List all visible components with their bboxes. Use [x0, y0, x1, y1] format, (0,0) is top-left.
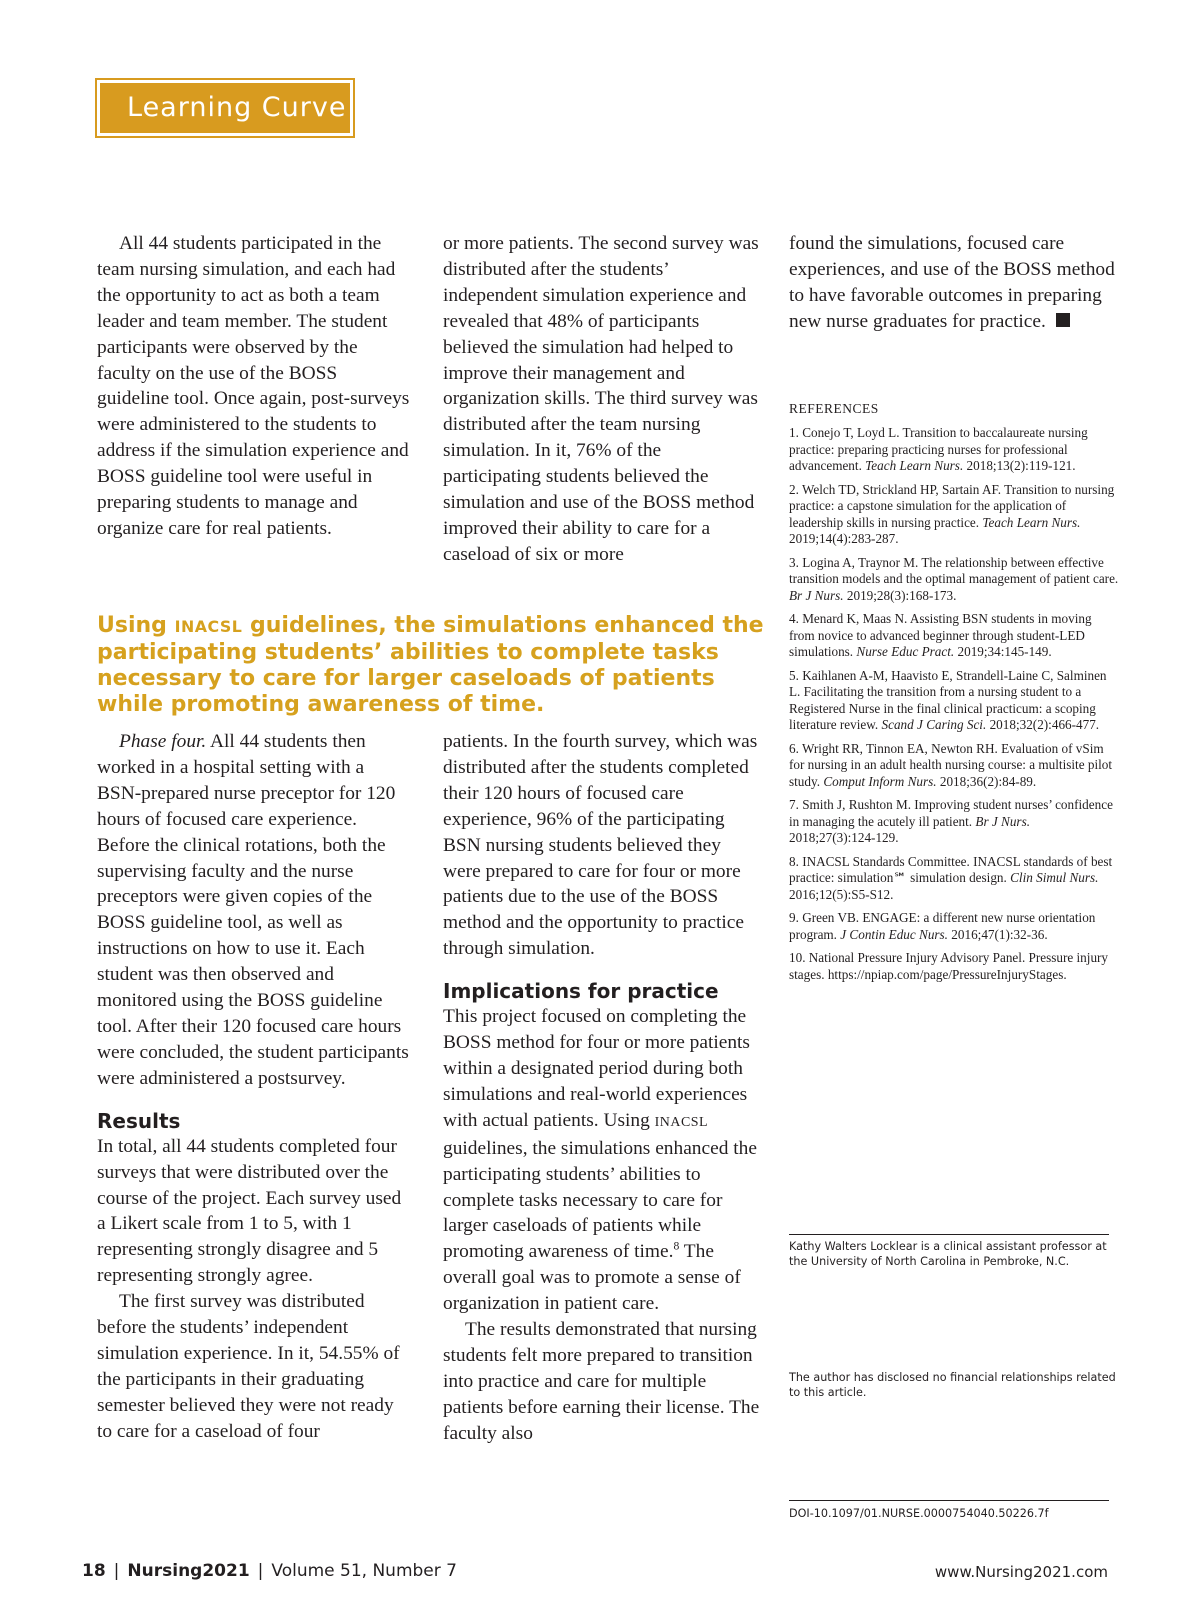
- column-2-bottom: [443, 729, 763, 1447]
- paragraph: The results demonstrated that nursing students felt more prepared to transition into practice and care for multiple patients before earning their license. The faculty also: [443, 1319, 760, 1444]
- phase-four-paragraph: Phase four. All 44 students then worked in a hospital setting with a BSN-prepared nurse preceptor for 120 hours of focused care experience. Before the clinical rotations, both the supervising faculty and the nurse preceptors were given copies of the BOSS guideline tool, as well as instructions on how to use it. Each student was then observed and monitored using the BOSS guideline tool. After their 120 focused care hours were concluded, the student participants were administered a postsurvey.: [97, 731, 409, 1089]
- reference-item: 6. Wright RR, Tinnon EA, Newton RH. Evaluation of vSim for nursing in an adult health nursing course: a multisite pilot study. Comput Inform Nurs. 2018;36(2):84-89.: [789, 740, 1113, 789]
- results-heading: Results: [97, 1108, 181, 1133]
- page-number: 18: [82, 1561, 106, 1581]
- reference-item: 8. INACSL Standards Committee. INACSL standards of best practice: simulation℠ simulation design. Clin Simul Nurs. 2016;12(5):S5-S12.: [789, 853, 1113, 902]
- reference-item: 10. National Pressure Injury Advisory Panel. Pressure injury stages. https://npiap.com/page/PressureInjuryStages.: [789, 950, 1109, 982]
- reference-item: 3. Logina A, Traynor M. The relationship between effective transition models and the optimal management of patient care. Br J Nurs. 2019;28(3):168-173.: [789, 554, 1119, 603]
- closing-text: found the simulations, focused care experiences, and use of the BOSS method to have favorable outcomes in preparing new nurse graduates for practice.: [789, 233, 1115, 332]
- journal-url: www.Nursing2021.com: [934, 1563, 1108, 1581]
- paragraph: All 44 students participated in the team nursing simulation, and each had the opportunity to act as both a team leader and team member. The student participants were observed by the faculty on the use of the BOSS guideline tool. Once again, post-surveys were administered to the students to address if the simulation experience and BOSS guideline tool were useful in preparing students to manage and organize care for real patients.: [97, 233, 410, 539]
- references-title: REFERENCES: [789, 401, 879, 416]
- paragraph: The first survey was distributed before the students’ independent simulation experience. In it, 54.55% of the participants in their graduating semester believed they were not ready to care for a caseload of four: [97, 1291, 400, 1442]
- paragraph: patients. In the fourth survey, which was distributed after the students completed their 120 hours of focused care experience, 96% of the participating BSN nursing students believed they were prepared to care for four or more patients due to the use of the BOSS method and the opportunity to practice through simulation.: [443, 731, 758, 960]
- reference-item: 1. Conejo T, Loyd L. Transition to baccalaureate nursing practice: preparing practicing nurses for professional advancement. Teach Learn Nurs. 2018;13(2):119-121.: [789, 425, 1088, 473]
- paragraph: This project focused on completing the BOSS method for four or more patients within a designated period during both simulations and real-world experiences with actual patients. Using INACSL guidelines, the simulations enhanced the participating students’ abilities to complete tasks necessary to care for larger caseloads of patients while promoting awareness of time.$^8$ The overall goal was to promote a sense of organization in patient care.: [443, 1006, 757, 1315]
- disclosure-note: The author has disclosed no financial relationships related to this article.: [789, 1371, 1116, 1399]
- reference-item: 2. Welch TD, Strickland HP, Sartain AF. Transition to nursing practice: a capstone simulation for the application of leadership skills in nursing practice. Teach Learn Nurs. 2019;14(4):283-287.: [789, 481, 1115, 546]
- pull-quote: Using INACSL guidelines, the simulations enhanced the participating students’ abilities to complete tasks necessary to care for larger caseloads of patients while promoting awareness of time.: [97, 613, 764, 717]
- issue-info: Volume 51, Number 7: [271, 1561, 457, 1581]
- end-mark-icon: [1056, 313, 1070, 327]
- doi: DOI-10.1097/01.NURSE.0000754040.50226.7f: [789, 1507, 1049, 1520]
- implications-heading: Implications for practice: [443, 979, 719, 1004]
- reference-item: 7. Smith J, Rushton M. Improving student nurses’ confidence in managing the acutely ill patient. Br J Nurs. 2018;27(3):124-129.: [789, 797, 1113, 845]
- section-tab: Learning Curve: [97, 80, 353, 136]
- reference-item: 4. Menard K, Maas N. Assisting BSN students in moving from novice to advanced beginner through student-LED simulations. Nurse Educ Pract. 2019;34:145-149.: [789, 611, 1092, 659]
- author-note: Kathy Walters Locklear is a clinical assistant professor at the University of North Carolina in Pembroke, N.C.: [789, 1240, 1107, 1268]
- divider: [789, 1500, 1109, 1501]
- paragraph: [789, 231, 1119, 335]
- column-1-bottom: [97, 729, 412, 1445]
- column-3-top: [789, 231, 1119, 335]
- reference-item: 9. Green VB. ENGAGE: a different new nurse orientation program. J Contin Educ Nurs. 2016;47(1):32-36.: [789, 910, 1096, 942]
- divider: [789, 1234, 1109, 1235]
- reference-item: 5. Kaihlanen A-M, Haavisto E, Strandell-Laine C, Salminen L. Facilitating the transition from a nursing student to a Registered Nurse in the final clinical practicum: a scoping literature review. Scand J Caring Sci. 2018;32(2):466-477.: [789, 667, 1107, 732]
- page-footer: 18 | Nursing2021 | Volume 51, Number 7: [82, 1561, 457, 1581]
- column-2-top: [443, 231, 763, 568]
- references-list: [789, 425, 1119, 990]
- paragraph: or more patients. The second survey was distributed after the students’ independent simulation experience and revealed that 48% of participants believed the simulation had helped to improve their management and organization skills. The third survey was distributed after the team nursing simulation. In it, 76% of the participating students believed the simulation and use of the BOSS method improved their ability to care for a caseload of six or more: [443, 233, 759, 565]
- column-1-top: [97, 231, 412, 542]
- paragraph: In total, all 44 students completed four surveys that were distributed over the course of the project. Each survey used a Likert scale from 1 to 5, with 1 representing strongly disagree and 5 representing strongly agree.: [97, 1135, 402, 1287]
- journal-name: Nursing2021: [127, 1561, 250, 1581]
